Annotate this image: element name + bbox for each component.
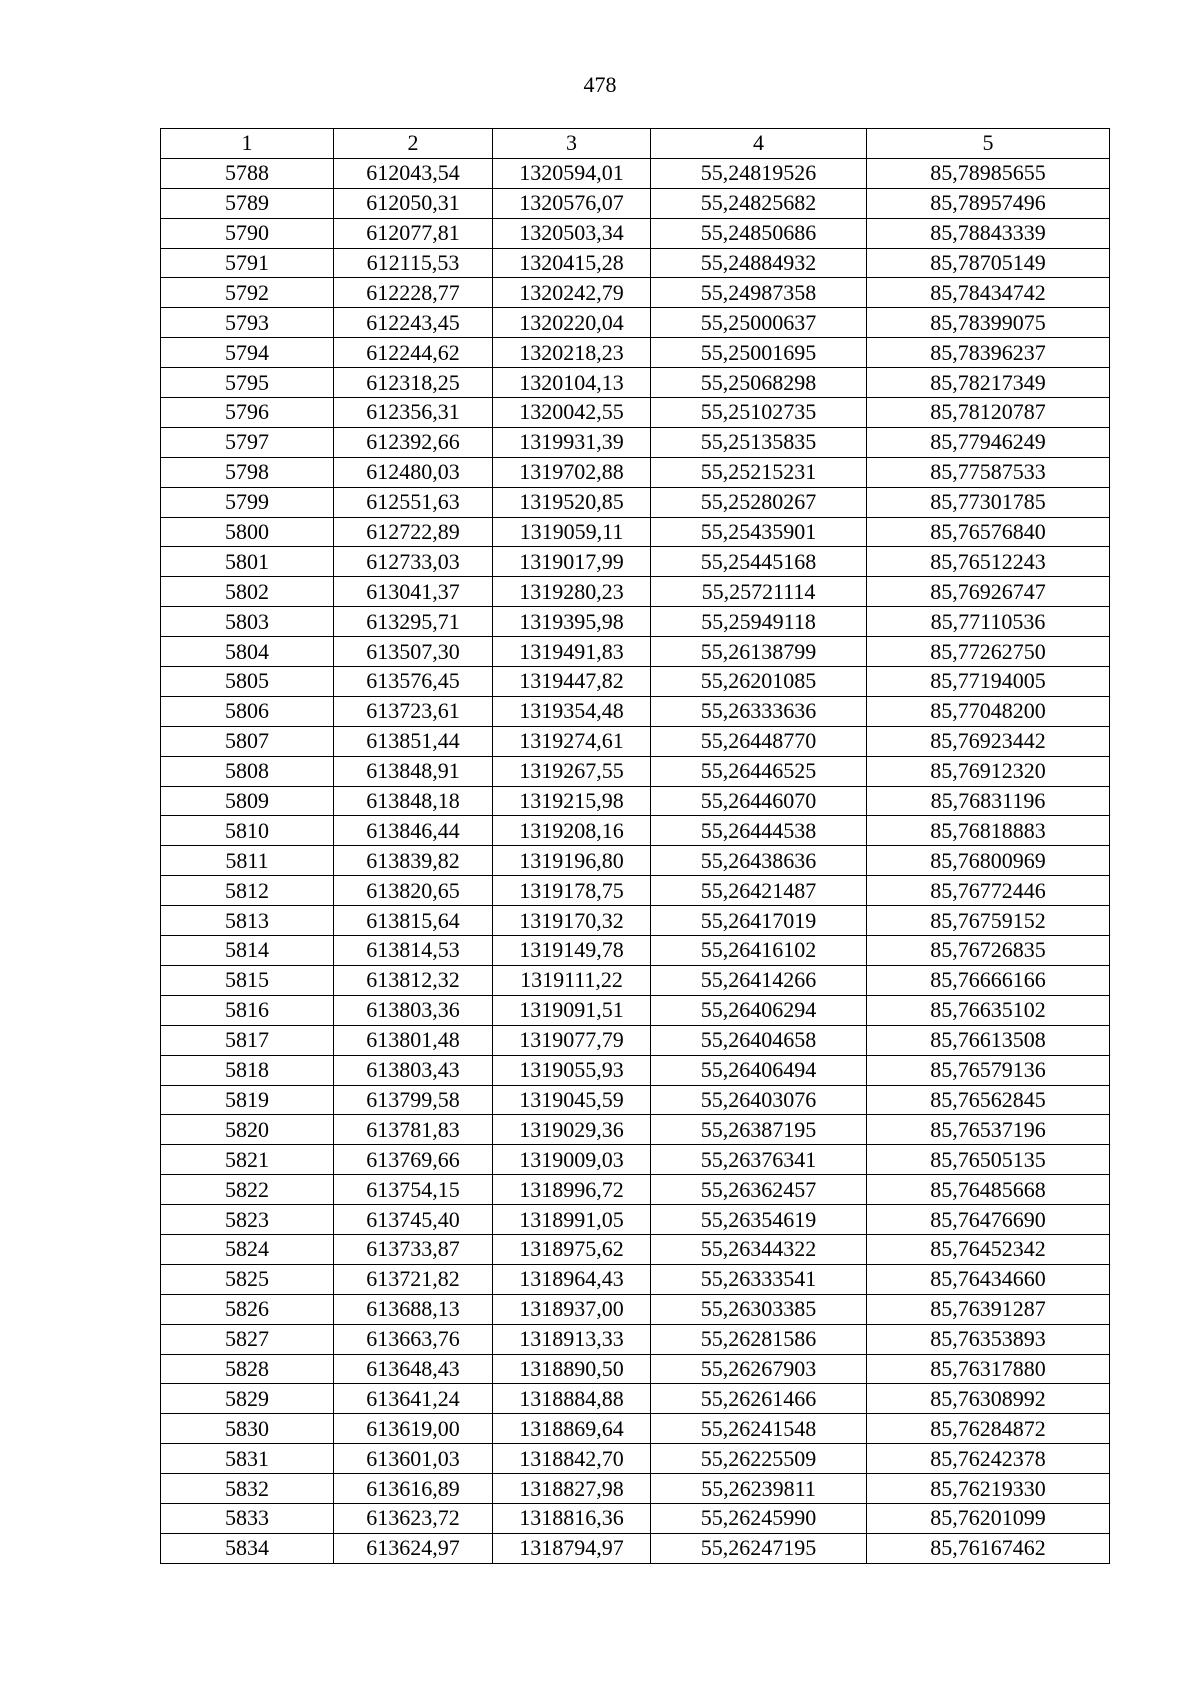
table-row [161,906,1110,936]
table-cell-col-4: 55,24850686 [651,218,867,248]
table-cell-col-1: 5789 [161,188,334,218]
table-cell-col-1: 5829 [161,1384,334,1414]
table-row [161,427,1110,457]
table-cell-col-1: 5819 [161,1085,334,1115]
table-row [161,607,1110,637]
table-cell-col-4: 55,26414266 [651,965,867,995]
table-cell-col-1: 5797 [161,427,334,457]
table-cell-col-4: 55,26261466 [651,1384,867,1414]
table-cell-col-2: 612115,53 [334,248,493,278]
table-cell-col-1: 5794 [161,338,334,368]
table-row [161,547,1110,577]
table-cell-col-2: 612043,54 [334,158,493,188]
table-cell-col-2: 613851,44 [334,726,493,756]
table-cell-col-2: 613815,64 [334,906,493,936]
table-row [161,1145,1110,1175]
table-cell-col-1: 5834 [161,1533,334,1563]
table-row [161,1354,1110,1384]
table-cell-col-2: 613781,83 [334,1115,493,1145]
table-cell-col-5: 85,78396237 [867,338,1110,368]
table-cell-col-5: 85,76537196 [867,1115,1110,1145]
table-cell-col-4: 55,24987358 [651,278,867,308]
table-cell-col-2: 613733,87 [334,1234,493,1264]
table-cell-col-2: 613624,97 [334,1533,493,1563]
table-cell-col-1: 5792 [161,278,334,308]
table-cell-col-3: 1319178,75 [493,876,651,906]
table-cell-col-1: 5788 [161,158,334,188]
table-cell-col-4: 55,25435901 [651,517,867,547]
table-row [161,965,1110,995]
table-row [161,308,1110,338]
table-row [161,1175,1110,1205]
table-cell-col-5: 85,76726835 [867,936,1110,966]
table-cell-col-2: 613641,24 [334,1384,493,1414]
column-header-4: 4 [651,129,867,159]
table-cell-col-5: 85,76353893 [867,1324,1110,1354]
table-cell-col-3: 1318890,50 [493,1354,651,1384]
table-cell-col-5: 85,76308992 [867,1384,1110,1414]
table-cell-col-5: 85,76476690 [867,1205,1110,1235]
table-row [161,1115,1110,1145]
table-row [161,1414,1110,1444]
column-header-3: 3 [493,129,651,159]
table-row [161,995,1110,1025]
table-cell-col-3: 1320594,01 [493,158,651,188]
table-cell-col-3: 1319395,98 [493,607,651,637]
table-cell-col-1: 5814 [161,936,334,966]
table-row [161,786,1110,816]
table-cell-col-1: 5811 [161,846,334,876]
table-cell-col-4: 55,26138799 [651,637,867,667]
table-cell-col-1: 5820 [161,1115,334,1145]
table-cell-col-1: 5832 [161,1474,334,1504]
table-cell-col-4: 55,26354619 [651,1205,867,1235]
table-row [161,816,1110,846]
table-cell-col-1: 5817 [161,1025,334,1055]
table-cell-col-1: 5798 [161,457,334,487]
table-cell-col-3: 1319354,48 [493,696,651,726]
table-cell-col-1: 5791 [161,248,334,278]
table-cell-col-2: 613723,61 [334,696,493,726]
table-row [161,158,1110,188]
table-cell-col-2: 613769,66 [334,1145,493,1175]
table-cell-col-4: 55,26446525 [651,756,867,786]
table-cell-col-1: 5821 [161,1145,334,1175]
table-cell-col-1: 5828 [161,1354,334,1384]
table-cell-col-2: 612551,63 [334,487,493,517]
table-row [161,1085,1110,1115]
table-cell-col-1: 5826 [161,1294,334,1324]
table-cell-col-3: 1320503,34 [493,218,651,248]
table-row [161,398,1110,428]
table-cell-col-5: 85,78705149 [867,248,1110,278]
table-cell-col-5: 85,76167462 [867,1533,1110,1563]
table-row [161,368,1110,398]
table-cell-col-5: 85,76562845 [867,1085,1110,1115]
table-row [161,1324,1110,1354]
table-cell-col-4: 55,26344322 [651,1234,867,1264]
table-cell-col-2: 612077,81 [334,218,493,248]
table-cell-col-3: 1319029,36 [493,1115,651,1145]
table-cell-col-3: 1320242,79 [493,278,651,308]
table-cell-col-4: 55,25102735 [651,398,867,428]
table-cell-col-1: 5804 [161,637,334,667]
table-cell-col-3: 1320576,07 [493,188,651,218]
table-row [161,637,1110,667]
table-cell-col-5: 85,76579136 [867,1055,1110,1085]
table-cell-col-2: 612733,03 [334,547,493,577]
table-cell-col-5: 85,77301785 [867,487,1110,517]
table-row [161,1025,1110,1055]
table-cell-col-5: 85,76284872 [867,1414,1110,1444]
table-cell-col-3: 1318964,43 [493,1264,651,1294]
table-cell-col-3: 1319055,93 [493,1055,651,1085]
table-cell-col-3: 1319170,32 [493,906,651,936]
table-cell-col-3: 1319196,80 [493,846,651,876]
table-cell-col-2: 612480,03 [334,457,493,487]
table-cell-col-3: 1319009,03 [493,1145,651,1175]
table-cell-col-4: 55,24819526 [651,158,867,188]
table-cell-col-2: 613745,40 [334,1205,493,1235]
table-cell-col-4: 55,25068298 [651,368,867,398]
table-cell-col-2: 613801,48 [334,1025,493,1055]
table-cell-col-5: 85,77587533 [867,457,1110,487]
table-cell-col-5: 85,78957496 [867,188,1110,218]
table-cell-col-5: 85,78399075 [867,308,1110,338]
table-cell-col-1: 5803 [161,607,334,637]
table-cell-col-4: 55,26303385 [651,1294,867,1324]
table-cell-col-2: 613848,91 [334,756,493,786]
table-cell-col-1: 5822 [161,1175,334,1205]
table-cell-col-3: 1318816,36 [493,1503,651,1533]
table-cell-col-3: 1319447,82 [493,667,651,697]
table-cell-col-2: 612050,31 [334,188,493,218]
table-cell-col-2: 613663,76 [334,1324,493,1354]
table-cell-col-3: 1319208,16 [493,816,651,846]
table-cell-col-5: 85,76666166 [867,965,1110,995]
table-cell-col-3: 1320220,04 [493,308,651,338]
table-cell-col-1: 5805 [161,667,334,697]
page-number: 478 [583,72,617,97]
table-cell-col-1: 5796 [161,398,334,428]
table-row [161,278,1110,308]
table-cell-col-4: 55,25135835 [651,427,867,457]
table-row [161,457,1110,487]
table-cell-col-1: 5801 [161,547,334,577]
table-cell-col-1: 5816 [161,995,334,1025]
table-row [161,846,1110,876]
table-cell-col-3: 1319280,23 [493,577,651,607]
table-cell-col-1: 5795 [161,368,334,398]
table-cell-col-1: 5823 [161,1205,334,1235]
table-cell-col-4: 55,26421487 [651,876,867,906]
table-cell-col-5: 85,76434660 [867,1264,1110,1294]
table-cell-col-4: 55,25001695 [651,338,867,368]
table-row [161,667,1110,697]
table-cell-col-2: 612318,25 [334,368,493,398]
table-row [161,1384,1110,1414]
table-row [161,1234,1110,1264]
table-cell-col-5: 85,77048200 [867,696,1110,726]
table-cell-col-3: 1319274,61 [493,726,651,756]
table-cell-col-5: 85,76391287 [867,1294,1110,1324]
table-cell-col-4: 55,26376341 [651,1145,867,1175]
table-cell-col-1: 5813 [161,906,334,936]
table-cell-col-2: 612228,77 [334,278,493,308]
table-cell-col-2: 613839,82 [334,846,493,876]
table-cell-col-4: 55,26201085 [651,667,867,697]
table-cell-col-2: 613848,18 [334,786,493,816]
table-cell-col-3: 1318827,98 [493,1474,651,1504]
table-cell-col-5: 85,76576840 [867,517,1110,547]
table-cell-col-5: 85,76452342 [867,1234,1110,1264]
table-cell-col-4: 55,25445168 [651,547,867,577]
table-cell-col-4: 55,25280267 [651,487,867,517]
table-cell-col-5: 85,76512243 [867,547,1110,577]
table-cell-col-1: 5818 [161,1055,334,1085]
table-cell-col-1: 5815 [161,965,334,995]
table-body [161,158,1110,1563]
table-cell-col-5: 85,78217349 [867,368,1110,398]
table-cell-col-3: 1319059,11 [493,517,651,547]
table-cell-col-5: 85,76818883 [867,816,1110,846]
table-cell-col-1: 5825 [161,1264,334,1294]
table-cell-col-5: 85,78985655 [867,158,1110,188]
table-cell-col-2: 612356,31 [334,398,493,428]
table-cell-col-3: 1318913,33 [493,1324,651,1354]
table-cell-col-2: 613820,65 [334,876,493,906]
table-cell-col-3: 1318937,00 [493,1294,651,1324]
table-cell-col-4: 55,26333636 [651,696,867,726]
table-row [161,756,1110,786]
table-cell-col-4: 55,24825682 [651,188,867,218]
table-cell-col-5: 85,76923442 [867,726,1110,756]
table-cell-col-2: 613812,32 [334,965,493,995]
table-cell-col-4: 55,25949118 [651,607,867,637]
table-cell-col-1: 5827 [161,1324,334,1354]
table-cell-col-1: 5799 [161,487,334,517]
table-cell-col-1: 5810 [161,816,334,846]
table-row [161,1474,1110,1504]
table-row [161,726,1110,756]
table-row [161,876,1110,906]
table-cell-col-3: 1319267,55 [493,756,651,786]
table-cell-col-3: 1318975,62 [493,1234,651,1264]
table-cell-col-2: 613814,53 [334,936,493,966]
table-cell-col-2: 613295,71 [334,607,493,637]
table-cell-col-1: 5807 [161,726,334,756]
table-cell-col-5: 85,77194005 [867,667,1110,697]
table-cell-col-1: 5809 [161,786,334,816]
table-cell-col-5: 85,78434742 [867,278,1110,308]
table-row [161,696,1110,726]
table-cell-col-4: 55,26267903 [651,1354,867,1384]
table-cell-col-3: 1320218,23 [493,338,651,368]
table-cell-col-4: 55,26281586 [651,1324,867,1354]
table-cell-col-4: 55,26448770 [651,726,867,756]
table-cell-col-2: 613601,03 [334,1444,493,1474]
table-cell-col-2: 612392,66 [334,427,493,457]
table-cell-col-1: 5824 [161,1234,334,1264]
table-cell-col-5: 85,76613508 [867,1025,1110,1055]
table-cell-col-5: 85,76635102 [867,995,1110,1025]
table-cell-col-2: 613721,82 [334,1264,493,1294]
table-row [161,936,1110,966]
table-row [161,1264,1110,1294]
table-cell-col-2: 613688,13 [334,1294,493,1324]
table-cell-col-1: 5806 [161,696,334,726]
table-cell-col-5: 85,78843339 [867,218,1110,248]
table-cell-col-5: 85,76485668 [867,1175,1110,1205]
table-cell-col-3: 1320104,13 [493,368,651,398]
table-cell-col-4: 55,26333541 [651,1264,867,1294]
table-cell-col-1: 5802 [161,577,334,607]
table-cell-col-4: 55,26417019 [651,906,867,936]
table-cell-col-3: 1318991,05 [493,1205,651,1235]
table-cell-col-5: 85,76759152 [867,906,1110,936]
table-cell-col-3: 1318842,70 [493,1444,651,1474]
table-row [161,1444,1110,1474]
table-cell-col-2: 613623,72 [334,1503,493,1533]
table-cell-col-2: 613041,37 [334,577,493,607]
table-cell-col-3: 1318996,72 [493,1175,651,1205]
table-cell-col-1: 5831 [161,1444,334,1474]
table-cell-col-3: 1320042,55 [493,398,651,428]
table-cell-col-1: 5793 [161,308,334,338]
table-cell-col-1: 5800 [161,517,334,547]
table-cell-col-5: 85,76800969 [867,846,1110,876]
column-header-5: 5 [867,129,1110,159]
table-cell-col-3: 1319091,51 [493,995,651,1025]
table-cell-col-4: 55,26387195 [651,1115,867,1145]
table-cell-col-1: 5790 [161,218,334,248]
table-cell-col-4: 55,26247195 [651,1533,867,1563]
table-cell-col-4: 55,24884932 [651,248,867,278]
table-row [161,338,1110,368]
table-cell-col-3: 1319149,78 [493,936,651,966]
table-cell-col-2: 613507,30 [334,637,493,667]
table-cell-col-1: 5812 [161,876,334,906]
table-cell-col-4: 55,26406494 [651,1055,867,1085]
table-cell-col-5: 85,77946249 [867,427,1110,457]
column-header-1: 1 [161,129,334,159]
table-cell-col-2: 612243,45 [334,308,493,338]
table-cell-col-3: 1319077,79 [493,1025,651,1055]
table-cell-col-4: 55,26416102 [651,936,867,966]
table-row [161,517,1110,547]
table-cell-col-3: 1319215,98 [493,786,651,816]
table-row [161,188,1110,218]
table-cell-col-4: 55,25721114 [651,577,867,607]
table-cell-col-2: 613619,00 [334,1414,493,1444]
table-cell-col-4: 55,25000637 [651,308,867,338]
table-cell-col-5: 85,76831196 [867,786,1110,816]
table-header [161,129,1110,159]
table-row [161,487,1110,517]
coordinates-table [160,128,1110,1564]
column-header-2: 2 [334,129,493,159]
table-cell-col-3: 1319017,99 [493,547,651,577]
table-cell-col-5: 85,78120787 [867,398,1110,428]
table-cell-col-4: 55,26239811 [651,1474,867,1504]
table-cell-col-4: 55,26444538 [651,816,867,846]
table-cell-col-1: 5830 [161,1414,334,1444]
table-cell-col-5: 85,77110536 [867,607,1110,637]
table-row [161,1533,1110,1563]
table-cell-col-3: 1319702,88 [493,457,651,487]
table-cell-col-4: 55,26446070 [651,786,867,816]
table-cell-col-4: 55,26438636 [651,846,867,876]
table-cell-col-2: 613846,44 [334,816,493,846]
table-cell-col-5: 85,76219330 [867,1474,1110,1504]
table-cell-col-3: 1318884,88 [493,1384,651,1414]
table-cell-col-1: 5833 [161,1503,334,1533]
header-row [161,129,1110,159]
table-cell-col-2: 613803,43 [334,1055,493,1085]
table-cell-col-5: 85,76505135 [867,1145,1110,1175]
table-row [161,218,1110,248]
table-row [161,1294,1110,1324]
table-cell-col-4: 55,26406294 [651,995,867,1025]
table-cell-col-2: 613648,43 [334,1354,493,1384]
table-cell-col-3: 1319931,39 [493,427,651,457]
table-cell-col-1: 5808 [161,756,334,786]
table-row [161,1205,1110,1235]
table-cell-col-3: 1319491,83 [493,637,651,667]
table-cell-col-5: 85,76926747 [867,577,1110,607]
table-cell-col-5: 85,76317880 [867,1354,1110,1384]
table-cell-col-3: 1318869,64 [493,1414,651,1444]
table-cell-col-3: 1319520,85 [493,487,651,517]
table-cell-col-2: 613754,15 [334,1175,493,1205]
table-cell-col-4: 55,26404658 [651,1025,867,1055]
table-cell-col-5: 85,76912320 [867,756,1110,786]
table-cell-col-2: 612722,89 [334,517,493,547]
table-cell-col-3: 1319111,22 [493,965,651,995]
table-cell-col-2: 613799,58 [334,1085,493,1115]
table-row [161,1503,1110,1533]
table-cell-col-3: 1320415,28 [493,248,651,278]
table-cell-col-2: 612244,62 [334,338,493,368]
table-cell-col-2: 613803,36 [334,995,493,1025]
table-cell-col-3: 1319045,59 [493,1085,651,1115]
table-cell-col-4: 55,26241548 [651,1414,867,1444]
table-cell-col-4: 55,26225509 [651,1444,867,1474]
table-cell-col-4: 55,25215231 [651,457,867,487]
table-cell-col-3: 1318794,97 [493,1533,651,1563]
table-row [161,248,1110,278]
table-cell-col-4: 55,26245990 [651,1503,867,1533]
table-row [161,1055,1110,1085]
table-row [161,577,1110,607]
table-cell-col-4: 55,26403076 [651,1085,867,1115]
table-cell-col-2: 613576,45 [334,667,493,697]
table-cell-col-4: 55,26362457 [651,1175,867,1205]
table-cell-col-5: 85,76242378 [867,1444,1110,1474]
table-cell-col-5: 85,77262750 [867,637,1110,667]
table-cell-col-5: 85,76772446 [867,876,1110,906]
table-cell-col-2: 613616,89 [334,1474,493,1504]
table-cell-col-5: 85,76201099 [867,1503,1110,1533]
